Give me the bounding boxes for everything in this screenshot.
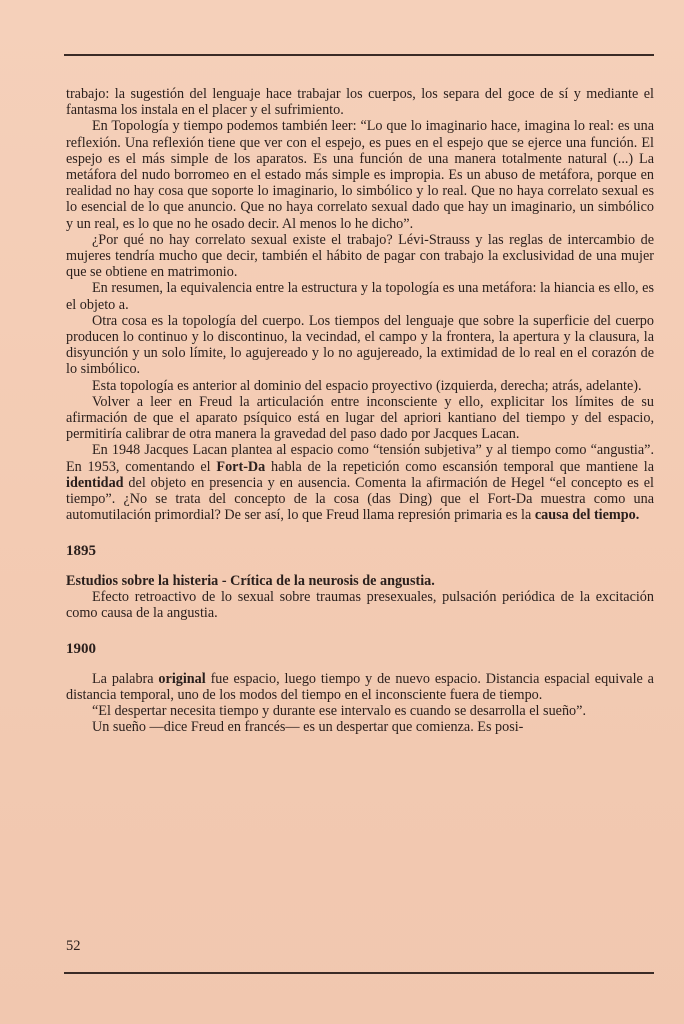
lacan-text-3: del objeto en presencia y en ausencia. Comenta la afirmación de Hegel “el concepto es el tiempo”. ¿No se trata del concepto de la cosa (das Ding) que el Fort-Da muestra como una automutilación primordial? De ser así, lo que Freud llama represión primaria es la: [66, 474, 654, 524]
section-1900-paragraph-3: Un sueño —dice Freud en francés— es un despertar que comienza. Es posi-: [92, 719, 524, 736]
page-body: [66, 86, 654, 735]
lacan-text-2: habla de la repetición como escansión temporal que mantiene la: [265, 458, 654, 475]
paragraph-6: Esta topología es anterior al dominio del espacio proyectivo (izquierda, derecha; atrás, adelante).: [92, 377, 642, 394]
bottom-rule: [64, 972, 654, 974]
paragraph-5: Otra cosa es la topología del cuerpo. Los tiempos del lenguaje que sobre la superficie del cuerpo producen lo continuo y lo discontinuo, la vecindad, el campo y la frontera, la apertura y la clausura, la disyunción y un solo límite, lo agujereado y lo no agujereado, la extimidad de lo real en el corazón de lo simbólico.: [66, 312, 654, 378]
section-title-1895: Estudios sobre la histeria - Crítica de la neurosis de angustia.: [66, 572, 435, 589]
section-1900-text-c: fue espacio, luego tiempo y de nuevo espacio. Distancia espacial equivale a distancia temporal, uno de los modos del tiempo en el inconsciente fuera de tiempo.: [66, 670, 654, 703]
top-rule: [64, 54, 654, 56]
section-text-1895: Efecto retroactivo de lo sexual sobre traumas presexuales, pulsación periódica de la excitación como causa de la angustia.: [66, 588, 654, 622]
paragraph-lacan: [66, 442, 654, 523]
section-1900-bold-original: original: [158, 670, 206, 687]
paragraph-3: ¿Por qué no hay correlato sexual existe el trabajo? Lévi-Strauss y las reglas de intercambio de mujeres tendría mucho que decir, también el hábito de pagar con trabajo la exclusividad de una mujer que se obtiene en matrimonio.: [66, 231, 654, 281]
section-year-1900: 1900: [66, 641, 96, 658]
lacan-bold-identidad: identidad: [66, 474, 124, 491]
page-number: 52: [66, 938, 81, 954]
paragraph-4: En resumen, la equivalencia entre la estructura y la topología es una metáfora: la hiancia es ello, es el objeto a.: [66, 280, 654, 313]
section-1900-paragraph-2: “El despertar necesita tiempo y durante ese intervalo es cuando se desarrolla el sueño”.: [92, 702, 586, 719]
section-1900-text-a: La palabra: [92, 670, 159, 687]
section-year-1895: 1895: [66, 543, 96, 560]
section-1900-paragraph-1: [66, 671, 654, 703]
paragraph-7: Volver a leer en Freud la articulación entre inconsciente y ello, explicitar los límites de su afirmación de que el aparato psíquico está en lugar del apriori kantiano del tiempo y del espacio, permitiría calibrar de otra manera la gravedad del paso dado por Jacques Lacan.: [66, 393, 654, 443]
lacan-text-1: En 1948 Jacques Lacan plantea al espacio como “tensión subjetiva” y al tiempo como “angustia”. En 1953, comentando el: [66, 442, 654, 475]
lacan-bold-fort-da: Fort-Da: [216, 458, 266, 475]
lacan-bold-causa: causa del tiempo.: [534, 507, 640, 524]
paragraph-1: trabajo: la sugestión del lenguaje hace trabajar los cuerpos, los separa del goce de sí y mediante el fantasma los instala en el placer y el sufrimiento.: [66, 86, 654, 119]
paragraph-2: En Topología y tiempo podemos también leer: “Lo que lo imaginario hace, imagina lo real: es una reflexión. Una reflexión tiene que ver con el espejo, es pues en el espejo que se ejerce una función. El espejo es el más simple de los aparatos. Es una función de una manera totalmente natural (...) La metáfora del nudo borromeo en el estado más simple es impropia. Es un abuso de metáfora, porque en realidad no hay cosa que soporte lo imaginario, lo simbólico y lo real. Que no haya correlato sexual es lo esencial de lo que anuncio. Que no haya correlato sexual dado que hay un imaginario, un simbólico y un real, es lo que no he osado decir. Al menos lo he dicho”.: [66, 118, 654, 232]
